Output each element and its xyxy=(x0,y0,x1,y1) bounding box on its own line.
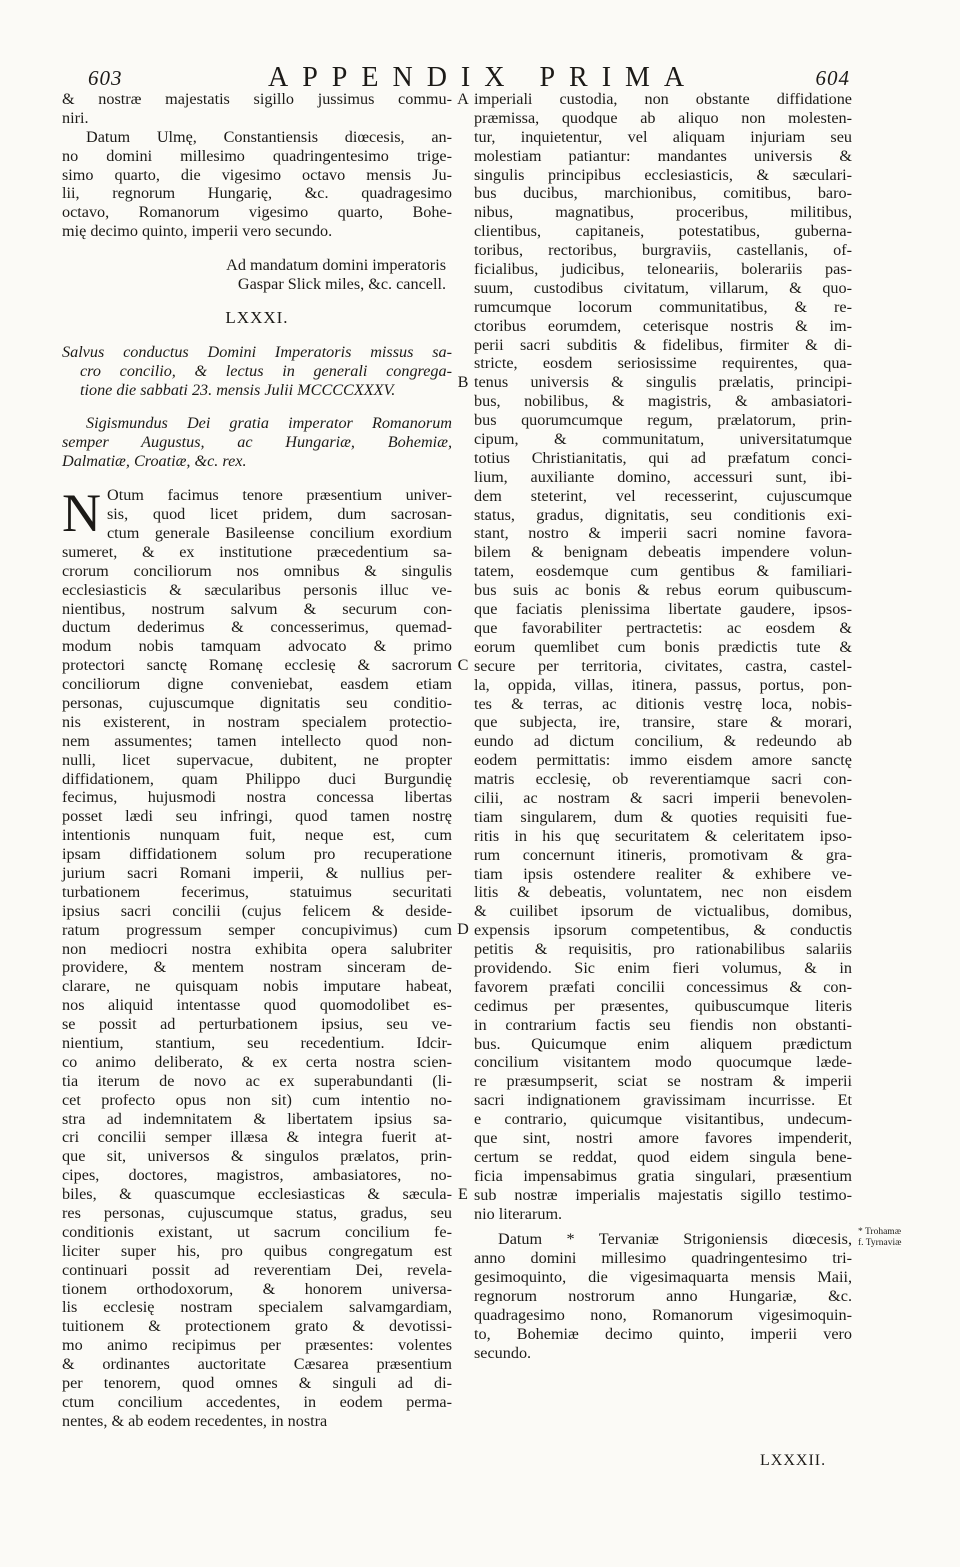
text-line: per tenorem, quod omnes & singuli ad di- xyxy=(62,1374,452,1393)
text-line: secundo. xyxy=(474,1343,532,1362)
text-line: sis, quod licet pridem, dum sacrosan- xyxy=(107,505,452,524)
text-line: la, oppida, villas, itinera, passus, portus, pon- xyxy=(474,675,852,694)
spacer xyxy=(62,294,452,309)
text-line: stant, nostro & imperii sacri nomine favora- xyxy=(474,524,852,543)
text-line: gesimoquinto, die vigesimaquarta mensis Maii, xyxy=(474,1268,852,1287)
text-line: bus quorumcumque regum, prælatorum, prin- xyxy=(474,411,852,430)
text-line: fecimus, hujusmodi nostra concessa libertas xyxy=(62,788,452,807)
text-line: ecclesiasticis & sæcularibus personis illuc ve- xyxy=(62,580,452,599)
text-line: ritis in his quę securitatem & celeritatem ipso- xyxy=(474,826,852,845)
text-line: que subjecta, ire, transire, stare & morari, xyxy=(474,713,852,732)
text-line: turbationem fecerimus, statuimus securitati xyxy=(62,882,452,901)
text-line: suum, custodibus civitatum, villarum, & quo- xyxy=(474,278,852,297)
text-line: ctum generale Basileense concilium exordium xyxy=(107,523,452,542)
text-line: re præsumpserit, sciat se nostram & imperii xyxy=(474,1072,852,1091)
text-line: ficia impensabimus gratia singulari, præsentium xyxy=(474,1166,852,1185)
text-line: bus suis ac bonis & rebus eorum quibuscum- xyxy=(474,581,852,600)
text-line: rum concernunt itineris, promotivam & gra- xyxy=(474,845,852,864)
text-line: secure per territoria, civitates, castra, castel- xyxy=(474,656,852,675)
text-line: ipsam diffidationem solum pro recuperatione xyxy=(62,845,452,864)
body-lines xyxy=(62,483,452,1431)
left-column xyxy=(62,90,452,1431)
text-line: tiam singularem, dum & quoties requisiti fue- xyxy=(474,807,852,826)
text-line: protectori sanctę Romanę ecclesię & sacrorum xyxy=(62,656,452,675)
text-line: Sigismundus Dei gratia imperator Romanorum xyxy=(86,414,452,433)
signature-block xyxy=(62,256,452,294)
text-line: sacri indignationem gravissimam incurrisse. Et xyxy=(474,1091,852,1110)
text-line: semper Augustus, ac Hungariæ, Bohemiæ, xyxy=(62,433,452,452)
text-line: nio literarum. xyxy=(474,1204,563,1223)
text-line: præmissa, quodque ab aliquo non molesten- xyxy=(474,108,852,127)
text-line: cro concilio, & lectus in generali congrega- xyxy=(80,361,452,380)
text-line: & ordinantes auctoritate Cæsarea præsentium xyxy=(62,1355,452,1374)
text-line: status, gradus, dignitatis, seu conditionis exi- xyxy=(474,505,852,524)
text-line: & nostræ majestatis sigillo jussimus commu- xyxy=(62,90,452,108)
text-line: eodem permittatis: immo eisdem amore sanctę xyxy=(474,751,852,770)
text-line: anno domini millesimo quadringentesimo tri- xyxy=(474,1249,852,1268)
text-line: tiam ipsis ostendere realiter & exhibere ve- xyxy=(474,864,852,883)
text-line: ductum dederimus & concesserimus, quemad- xyxy=(62,618,452,637)
spacer xyxy=(474,1223,852,1230)
text-line: singulis principibus ecclesiasticis, & sæculari- xyxy=(474,165,852,184)
text-line: mię decimo quinto, imperii vero secundo. xyxy=(62,222,333,241)
text-line: que favorabiliter pertractetis: ac eosdem & xyxy=(474,618,852,637)
body-lines xyxy=(474,90,852,1223)
text-line: nem assumentes; tamen intellecto quod non- xyxy=(62,731,452,750)
text-line: stricte, eosdem seriosissime requirentes, qua- xyxy=(474,354,852,373)
text-line: tes & terras, ac ditionis vestrę loca, nobis- xyxy=(474,694,852,713)
text-line: tionem orthodoxorum, & honorem universa- xyxy=(62,1279,452,1298)
text-line: providere, & mentem nostram sinceram de- xyxy=(62,958,452,977)
text-line: & cuilibet ipsorum de victualibus, domibus, xyxy=(474,902,852,921)
text-line: totius Christianitatis, qui ad præfatum conci- xyxy=(474,448,852,467)
document-number: LXXXI. xyxy=(225,307,289,327)
text-line: providendo. Sic enim fieri volumus, & in xyxy=(474,958,852,977)
text-line: eundo ad dictum concilium, & redeundo ab xyxy=(474,732,852,751)
text-line: nentes, & ab eodem recedentes, in nostra xyxy=(62,1411,328,1430)
dating-paragraph xyxy=(62,128,452,241)
text-line: simo quarto, die vigesimo octavo mensis Ju- xyxy=(62,165,452,184)
text-line: tuitionem & protectionem grato & devotissi- xyxy=(62,1317,452,1336)
text-line: posset lædi seu infringi, quod tamen nostrę xyxy=(62,807,452,826)
text-line: molestiam patiantur: mandantes universis & xyxy=(474,146,852,165)
margin-letter-a: A xyxy=(457,90,469,108)
spacer xyxy=(62,399,452,414)
margin-note xyxy=(858,1227,902,1249)
text-line: favorem præfati concilii concessimus & con- xyxy=(474,977,852,996)
text-line: jurium sacri Romani imperii, & nullius per- xyxy=(62,863,452,882)
text-line: bus. Quicumque enim aliquem prædictum xyxy=(474,1034,852,1053)
margin-letter-d: D xyxy=(457,920,469,938)
margin-letter-b: B xyxy=(457,373,469,391)
text-line: se possit ad perturbationem ipsius, seu ve- xyxy=(62,1015,452,1034)
text-line: lii, regnorum Hungarię, &c. quadragesimo xyxy=(62,184,452,203)
text-line: bus ducibus, marchionibus, comitibus, baro- xyxy=(474,184,852,203)
text-line: mo animo recipimus per præsentes: volentes xyxy=(62,1336,452,1355)
text-line: liciter super his, pro quibus congregatum est xyxy=(62,1241,452,1260)
text-line: litis & debeatis, voluntatem, nec non eisdem xyxy=(474,883,852,902)
running-title: APPENDIX PRIMA xyxy=(268,62,699,93)
text-line: nos aliquid intentasse quod quomodolibet es- xyxy=(62,996,452,1015)
text-line: Gaspar Slick miles, &c. cancell. xyxy=(237,275,446,294)
text-line: Dalmatiæ, Croatiæ, &c. rex. xyxy=(62,452,247,471)
text-line: concilium visitantem modo quocumque læde- xyxy=(474,1053,852,1072)
text-line: tur, inquietentur, vel aliquam injuriam seu xyxy=(474,127,852,146)
text-line: tenus universis & singulis prælatis, principi- xyxy=(474,373,852,392)
right-page-number: 604 xyxy=(815,66,850,90)
text-line: nientium, stantium, seu recedentium. Idcir- xyxy=(62,1033,452,1052)
text-line: niri. xyxy=(62,108,89,127)
note-line: * Trohamæ xyxy=(858,1227,902,1237)
text-line: ficialibus, judicibus, teloneariis, bolerariis pas- xyxy=(474,260,852,279)
text-line: imperiali custodia, non obstante diffidatione xyxy=(474,90,852,108)
right-column xyxy=(474,90,852,1363)
spacer xyxy=(62,241,452,256)
text-line: ctoribus eorumdem, ceterisque nostris & im- xyxy=(474,316,852,335)
text-line: matris ecclesię, ob reverentiamque sacri con- xyxy=(474,770,852,789)
text-line: lis ecclesię nostram specialem salvamgardiam, xyxy=(62,1298,452,1317)
text-line: Datum * Tervaniæ Strigoniensis diœcesis, xyxy=(498,1230,852,1249)
text-line: intentionis nunquam fuit, neque est, cum xyxy=(62,826,452,845)
text-line: que faciatis plenissima libertate gaudere, ipsos- xyxy=(474,600,852,619)
text-line: bus, nobilibus, & magistris, & ambasiatori- xyxy=(474,392,852,411)
drop-cap: N xyxy=(62,483,101,544)
dating-paragraph xyxy=(474,1230,852,1362)
text-line: conciliorum digne conveniebat, easdem etiam xyxy=(62,675,452,694)
text-line: petitis & requisitis, pro rationabilibus salariis xyxy=(474,940,852,959)
text-line: biles, & quascumque ecclesiasticas & sæcula- xyxy=(62,1185,452,1204)
text-line: conditionis existant, ut sacrum concilium fe- xyxy=(62,1222,452,1241)
intitulatio xyxy=(62,414,452,471)
note-line: f. Tyrnaviæ xyxy=(858,1238,902,1248)
text-line: expensis ipsorum competentibus, & conductis xyxy=(474,921,852,940)
text-line: tia iterum de novo ac ex superabundanti (li- xyxy=(62,1071,452,1090)
text-line: Ad mandatum domini imperatoris xyxy=(226,256,446,275)
text-line: perii sacri subditis & fidelibus, firmiter & di- xyxy=(474,335,852,354)
text-line: nis existerent, in nostram specialem protectio- xyxy=(62,712,452,731)
spacer xyxy=(62,471,452,486)
text-line: bilem & benignam debeatis impendere volun- xyxy=(474,543,852,562)
text-line: cipum, & communitatum, universitatumque xyxy=(474,430,852,449)
text-line: crorum conciliorum nos omnibus & singulis xyxy=(62,561,452,580)
document-title xyxy=(62,343,452,400)
text-line: Datum Ulmę, Constantiensis diœcesis, an- xyxy=(86,127,452,146)
text-line: stra ad indemnitatem & libertatem ipsius sa- xyxy=(62,1109,452,1128)
text-line: rumcumque locorum communitatibus, & re- xyxy=(474,297,852,316)
text-line: nulli, licet supervacue, dubitent, ne propter xyxy=(62,750,452,769)
text-line: cet profecto opus non sit) cum intentio no- xyxy=(62,1090,452,1109)
text-line: nientibus, nostrum salvum & securum con- xyxy=(62,599,452,618)
text-line: ipsius sacri concilii (cujus felicem & deside- xyxy=(62,901,452,920)
text-line: dem steterint, vel recesserint, cujuscumque xyxy=(474,486,852,505)
text-line: nibus, magnatibus, proceribus, militibus, xyxy=(474,203,852,222)
text-line: cipes, doctores, magistros, ambasiatores, no- xyxy=(62,1166,452,1185)
text-line: cedimus per præsentes, quibuscumque literis xyxy=(474,996,852,1015)
margin-letter-c: C xyxy=(457,656,469,674)
text-line: in contrarium factis seu fiendis non obstanti- xyxy=(474,1015,852,1034)
margin-letter-e: E xyxy=(458,1185,468,1203)
text-line: continuari possit ad reverentiam Dei, revela- xyxy=(62,1260,452,1279)
spacer xyxy=(62,328,452,343)
text-line: Salvus conductus Domini Imperatoris missus sa- xyxy=(62,342,452,361)
text-line: ratum progressum semper concupivimus) cum xyxy=(62,920,452,939)
text-line: toribus, rectoribus, burgraviis, castellanis, of- xyxy=(474,241,852,260)
charter-body xyxy=(62,483,452,1431)
text-line: que sint, nostri amore favores impenderit, xyxy=(474,1128,852,1147)
text-line: personas, cujuscumque dignitatis seu conditio- xyxy=(62,693,452,712)
closing-paragraph xyxy=(62,90,452,128)
text-line: quadragesimo nono, Romanorum vigesimoquin- xyxy=(474,1306,852,1324)
text-line: co animo deliberato, & ex certa nostra scien- xyxy=(62,1052,452,1071)
text-line: lium, auxiliante domino, accessuri sunt, ibi- xyxy=(474,467,852,486)
text-line: sumeret, & ex institutione præcedentium sa- xyxy=(62,542,452,561)
text-line: no domini millesimo quadringentesimo trige- xyxy=(62,146,452,165)
text-line: que sit, universos & singulos prælatos, prin- xyxy=(62,1147,452,1166)
text-line: non mediocri nostra exhibita opera salubriter xyxy=(62,939,452,958)
text-line: tione die sabbati 23. mensis Julii MCCCCXXXV. xyxy=(80,380,396,399)
text-line: res personas, cujuscumque status, gradus, seu xyxy=(62,1204,452,1222)
text-line: ctum concilium accedentes, in eodem perma- xyxy=(62,1392,452,1411)
text-line: cilii, ac nostram & sacri imperii benevolen- xyxy=(474,788,852,807)
text-line: clarare, ne quisquam nobis imputare habeat, xyxy=(62,977,452,996)
text-line: sub nostræ imperialis majestatis sigillo testimo- xyxy=(474,1185,852,1204)
text-line: eorum quemlibet cum bonis prædictis tute & xyxy=(474,637,852,656)
text-line: cri concilii semper illæsa & integra fuerit at- xyxy=(62,1128,452,1147)
text-line: diffidationem, quam Philippo duci Burgundię xyxy=(62,769,452,788)
text-line: to, Bohemiæ decimo quinto, imperii vero xyxy=(474,1324,852,1343)
left-page-number: 603 xyxy=(88,66,123,90)
text-line: certum se reddat, quod eidem singula bene- xyxy=(474,1147,852,1166)
text-line: Otum facimus tenore præsentium univer- xyxy=(107,486,452,505)
text-line: tatem, eosdemque cum gentibus & familiari- xyxy=(474,562,852,581)
text-line: octavo, Romanorum vigesimo quarto, Bohe- xyxy=(62,203,452,222)
text-line: regnorum nostrorum anno Hungariæ, &c. xyxy=(474,1287,852,1306)
text-line: clientibus, capitaneis, potestatibus, guberna- xyxy=(474,222,852,241)
text-line: modum nobis tamquam advocato & primo xyxy=(62,637,452,656)
text-line: e contrario, quicumque visitantibus, undecum- xyxy=(474,1110,852,1129)
catchword: LXXXII. xyxy=(760,1452,827,1469)
